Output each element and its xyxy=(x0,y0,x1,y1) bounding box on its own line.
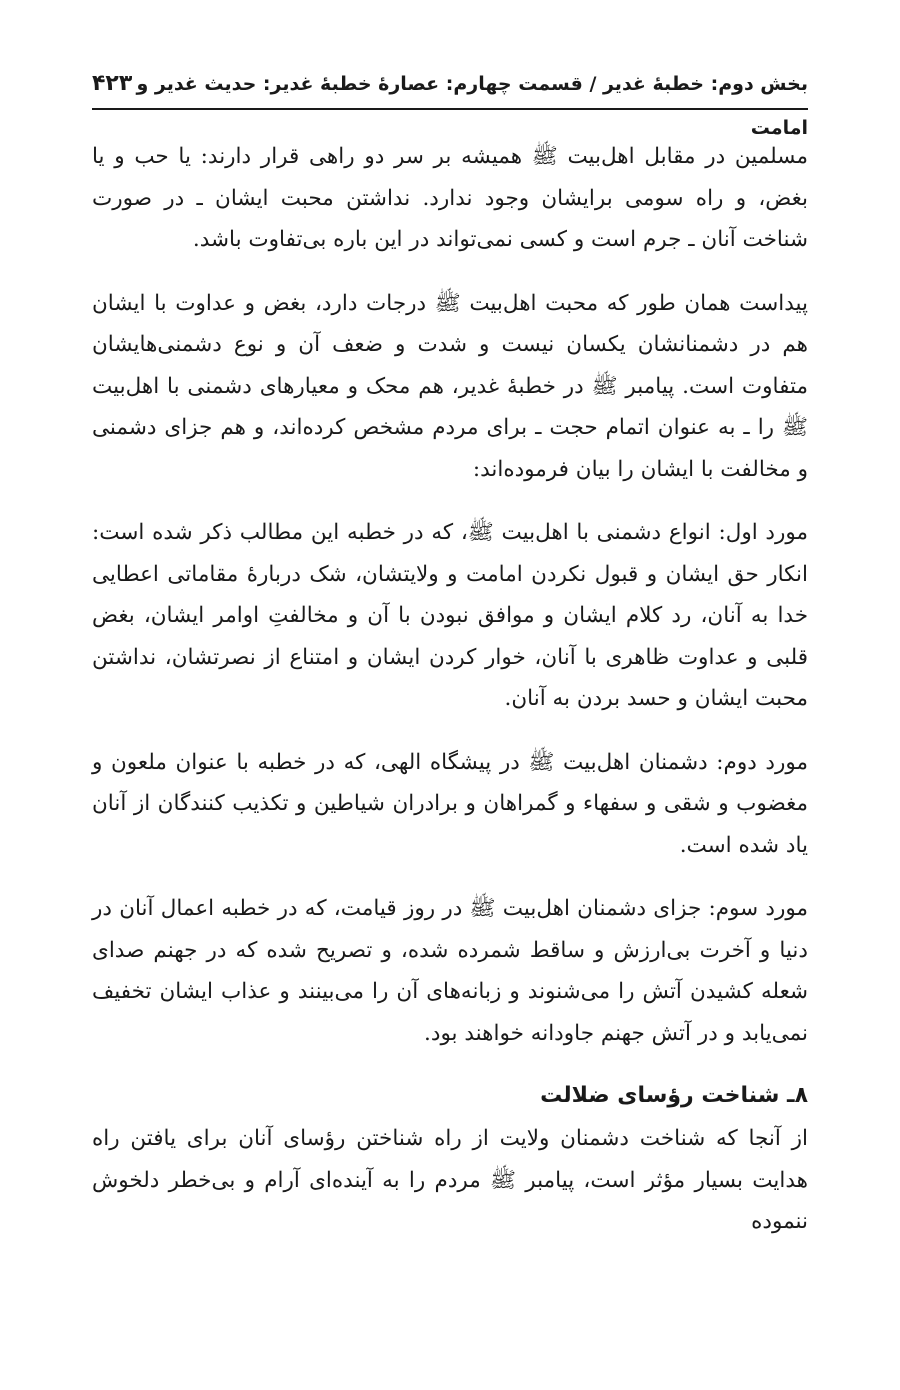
section-paragraph: از آنجا که شناخت دشمنان ولایت از راه شناختن رؤسای آنان برای یافتن راه هدایت بسیار مؤثر است، پیامبر ﷺ مردم را به آینده‌ای آرام و بی‌خطر دلخوش ننموده xyxy=(92,1126,808,1234)
page-number: ۴۲۳ xyxy=(92,71,133,96)
paragraph-3: مورد اول: انواع دشمنی با اهل‌بیت ﷺ، که در خطبه این مطالب ذکر شده است: انکار حق ایشان و قبول نکردن امامت و ولایتشان، شک دربارۀ مقاماتی اعطایی خدا به آنان، رد کلام ایشان و موافق نبودن با آن و مخالفتِ اوامر ایشان، بغض قلبی و عداوت ظاهری با آنان، خوار کردن ایشان و امتناع از نصرتشان، نداشتن محبت ایشان و حسد بردن به آنان. xyxy=(92,520,808,711)
running-header-title: بخش دوم: خطبۀ غدیر / قسمت چهارم: عصارۀ خطبۀ غدیر: حدیث غدیر و امامت xyxy=(136,73,808,139)
section-heading: ۸ـ شناخت رؤسای ضلالت xyxy=(540,1083,808,1108)
paragraph-5: مورد سوم: جزای دشمنان اهل‌بیت ﷺ در روز قیامت، که در خطبه اعمال آنان در دنیا و آخرت بی‌ارزش و ساقط شمرده شده، و تصریح شده که در جهنم صدای شعله کشیدن آتش را می‌شنوند و زبانه‌های آن را می‌بینند و عذاب ایشان تخفیف نمی‌یابد و در آتش جهنم جاودانه خواهند بود. xyxy=(92,896,808,1046)
paragraph-2: پیداست همان طور که محبت اهل‌بیت ﷺ درجات دارد، بغض و عداوت با ایشان هم در دشمنانشان یکسان نیست و شدت و ضعف آن و نوع دشمنی‌هایشان متفاوت است. پیامبر ﷺ در خطبۀ غدیر، هم محک و معیارهای دشمنی با اهل‌بیت ﷺ را ـ به عنوان اتمام حجت ـ برای مردم مشخص کرده‌اند، و هم جزای دشمنی و مخالفت با ایشان را بیان فرموده‌اند: xyxy=(92,290,808,482)
running-header xyxy=(92,62,808,139)
paragraph-4: مورد دوم: دشمنان اهل‌بیت ﷺ در پیشگاه الهی، که در خطبه با عنوان ملعون و مغضوب و شقی و سفهاء و گمراهان و برادران شیاطین و تکذیب کنندگان از آنان یاد شده است. xyxy=(92,749,808,858)
book-page xyxy=(92,62,808,1265)
paragraph-1: مسلمین در مقابل اهل‌بیت ﷺ همیشه بر سر دو راهی قرار دارند: یا حب و یا بغض، و راه سومی برایشان وجود ندارد. نداشتن محبت ایشان ـ در صورت شناخت آنان ـ جرم است و کسی نمی‌تواند در این باره بی‌تفاوت باشد. xyxy=(92,144,808,252)
